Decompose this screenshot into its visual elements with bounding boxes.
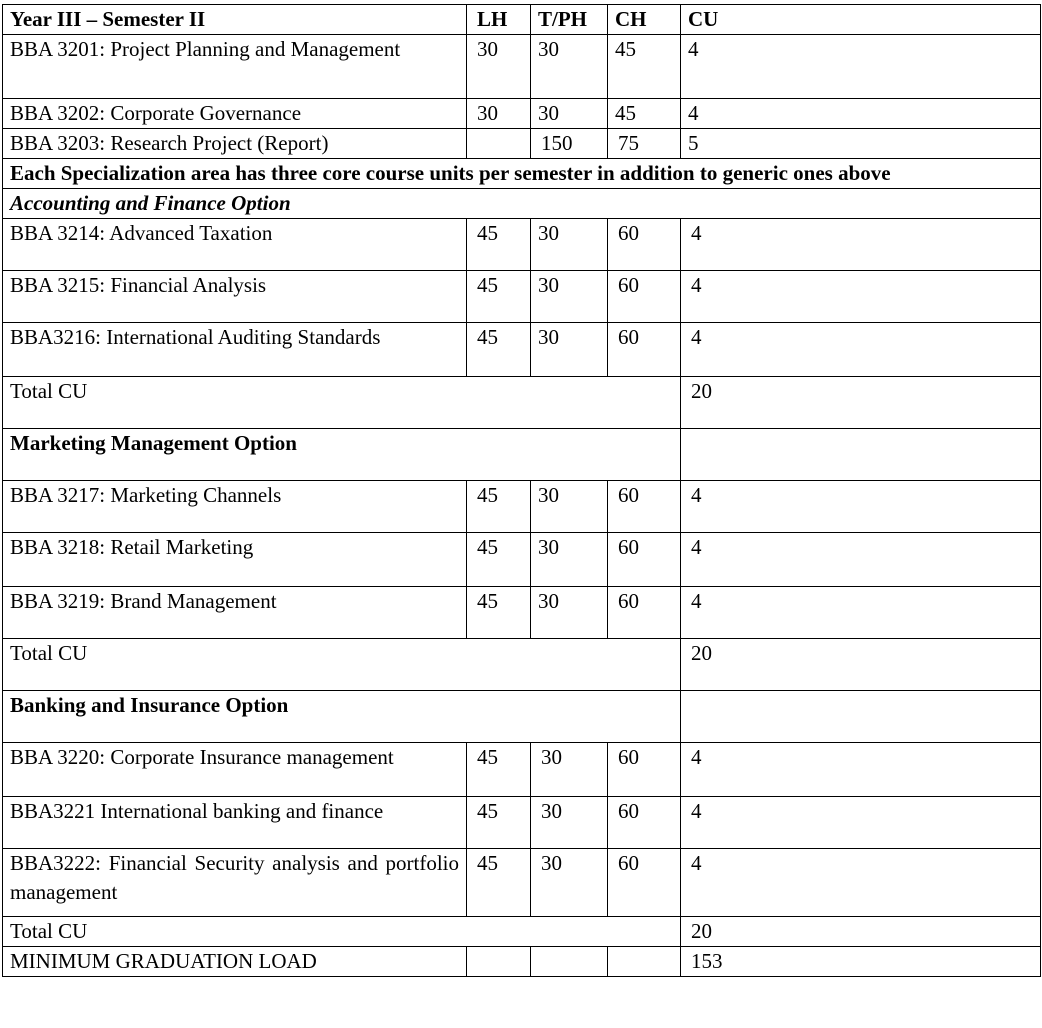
minimum-load-label: MINIMUM GRADUATION LOAD xyxy=(3,947,467,977)
option-title: Marketing Management Option xyxy=(3,429,681,481)
course-name: BBA 3218: Retail Marketing xyxy=(3,533,467,587)
course-tph: 30 xyxy=(531,533,608,587)
course-cu: 4 xyxy=(681,587,1041,639)
course-name: BBA 3214: Advanced Taxation xyxy=(3,219,467,271)
course-lh: 45 xyxy=(467,481,531,533)
table-row xyxy=(3,323,1041,377)
option-title: Banking and Insurance Option xyxy=(3,691,681,743)
course-cu: 4 xyxy=(681,743,1041,797)
total-label: Total CU xyxy=(3,377,681,429)
course-tph: 30 xyxy=(531,743,608,797)
course-cu: 4 xyxy=(681,271,1041,323)
header-row xyxy=(3,5,1041,35)
table-row xyxy=(3,99,1041,129)
total-cu: 20 xyxy=(681,377,1041,429)
course-tph: 30 xyxy=(531,481,608,533)
course-lh: 45 xyxy=(467,587,531,639)
course-name: BBA3216: International Auditing Standards xyxy=(3,323,467,377)
course-cu: 4 xyxy=(681,849,1041,917)
table-row xyxy=(3,35,1041,99)
course-ch: 60 xyxy=(608,533,681,587)
course-cu: 4 xyxy=(681,99,1041,129)
course-name: BBA 3217: Marketing Channels xyxy=(3,481,467,533)
course-name: BBA3221 International banking and finance xyxy=(3,797,467,849)
specialization-note: Each Specialization area has three core course units per semester in addition to generic ones above xyxy=(3,159,1041,189)
course-ch: 45 xyxy=(608,35,681,99)
course-name: BBA 3202: Corporate Governance xyxy=(3,99,467,129)
course-cu: 5 xyxy=(681,129,1041,159)
table-row xyxy=(3,271,1041,323)
course-tph: 30 xyxy=(531,99,608,129)
course-name: BBA3222: Financial Security analysis and portfolio management xyxy=(3,849,467,917)
course-tph: 150 xyxy=(531,129,608,159)
course-tph: 30 xyxy=(531,323,608,377)
option-title-row xyxy=(3,429,1041,481)
course-ch: 60 xyxy=(608,481,681,533)
course-lh: 30 xyxy=(467,99,531,129)
course-lh: 45 xyxy=(467,743,531,797)
table-row xyxy=(3,743,1041,797)
course-cu: 4 xyxy=(681,219,1041,271)
empty-cell xyxy=(531,947,608,977)
table-row xyxy=(3,797,1041,849)
course-tph: 30 xyxy=(531,35,608,99)
minimum-load-cu: 153 xyxy=(681,947,1041,977)
option-title-row xyxy=(3,189,1041,219)
total-label: Total CU xyxy=(3,639,681,691)
table-row xyxy=(3,481,1041,533)
course-lh: 45 xyxy=(467,323,531,377)
table-row xyxy=(3,219,1041,271)
course-ch: 60 xyxy=(608,743,681,797)
header-ch: CH xyxy=(608,5,681,35)
total-label: Total CU xyxy=(3,917,681,947)
course-name: BBA 3215: Financial Analysis xyxy=(3,271,467,323)
course-ch: 75 xyxy=(608,129,681,159)
course-name: BBA 3219: Brand Management xyxy=(3,587,467,639)
course-ch: 45 xyxy=(608,99,681,129)
course-tph: 30 xyxy=(531,271,608,323)
course-cu: 4 xyxy=(681,533,1041,587)
table-row xyxy=(3,129,1041,159)
course-lh: 45 xyxy=(467,271,531,323)
course-tph: 30 xyxy=(531,219,608,271)
course-cu: 4 xyxy=(681,481,1041,533)
course-ch: 60 xyxy=(608,587,681,639)
course-ch: 60 xyxy=(608,849,681,917)
total-row xyxy=(3,917,1041,947)
note-row xyxy=(3,159,1041,189)
header-course: Year III – Semester II xyxy=(3,5,467,35)
course-ch: 60 xyxy=(608,323,681,377)
empty-cell xyxy=(608,947,681,977)
option-title: Accounting and Finance Option xyxy=(3,189,1041,219)
course-lh: 45 xyxy=(467,797,531,849)
empty-cell xyxy=(681,429,1041,481)
course-name: BBA 3203: Research Project (Report) xyxy=(3,129,467,159)
total-row xyxy=(3,639,1041,691)
header-cu: CU xyxy=(681,5,1041,35)
course-cu: 4 xyxy=(681,323,1041,377)
course-ch: 60 xyxy=(608,271,681,323)
header-tph: T/PH xyxy=(531,5,608,35)
curriculum-table xyxy=(2,4,1041,977)
table-row xyxy=(3,533,1041,587)
course-lh: 45 xyxy=(467,219,531,271)
course-tph: 30 xyxy=(531,587,608,639)
course-lh xyxy=(467,129,531,159)
total-cu: 20 xyxy=(681,639,1041,691)
course-lh: 30 xyxy=(467,35,531,99)
total-row xyxy=(3,377,1041,429)
table-row xyxy=(3,587,1041,639)
course-cu: 4 xyxy=(681,35,1041,99)
course-ch: 60 xyxy=(608,797,681,849)
empty-cell xyxy=(681,691,1041,743)
table-row xyxy=(3,849,1041,917)
course-cu: 4 xyxy=(681,797,1041,849)
course-tph: 30 xyxy=(531,797,608,849)
course-tph: 30 xyxy=(531,849,608,917)
course-lh: 45 xyxy=(467,533,531,587)
course-ch: 60 xyxy=(608,219,681,271)
course-lh: 45 xyxy=(467,849,531,917)
course-name: BBA 3220: Corporate Insurance management xyxy=(3,743,467,797)
total-cu: 20 xyxy=(681,917,1041,947)
minimum-load-row xyxy=(3,947,1041,977)
option-title-row xyxy=(3,691,1041,743)
course-name: BBA 3201: Project Planning and Management xyxy=(3,35,467,99)
header-lh: LH xyxy=(467,5,531,35)
empty-cell xyxy=(467,947,531,977)
